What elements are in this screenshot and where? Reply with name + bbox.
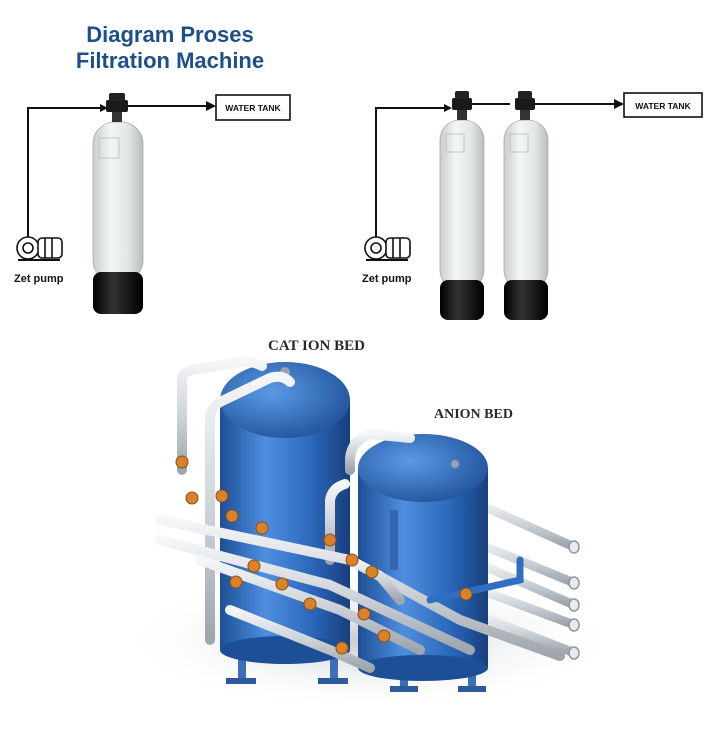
cation-bed-label: CAT ION BED [268,338,365,354]
dual-filter-cylinder-2 [504,120,548,320]
single-pump-icon [17,237,62,260]
dual-filter-system [362,91,702,320]
single-valve-head-icon [106,93,128,122]
single-water-tank-label: WATER TANK [225,103,281,113]
single-feed-pipe [28,108,100,248]
ion-exchange-plant [120,338,620,710]
single-pump-label: Zet pump [14,273,64,285]
dual-filter-cylinder-1 [440,120,484,320]
dual-water-tank-label: WATER TANK [635,101,691,111]
single-filter-system [14,93,290,314]
single-filter-cylinder [93,122,143,314]
dual-valve-head-2-icon [515,91,535,120]
title-line-2: Filtration Machine [75,48,265,73]
dual-valve-head-1-icon [452,91,472,120]
dual-feed-pipe [376,108,446,248]
dual-pump-label: Zet pump [362,273,412,285]
title-line-1: Diagram Proses [86,22,254,47]
anion-bed-label: ANION BED [434,407,513,422]
dual-pump-icon [365,237,410,260]
